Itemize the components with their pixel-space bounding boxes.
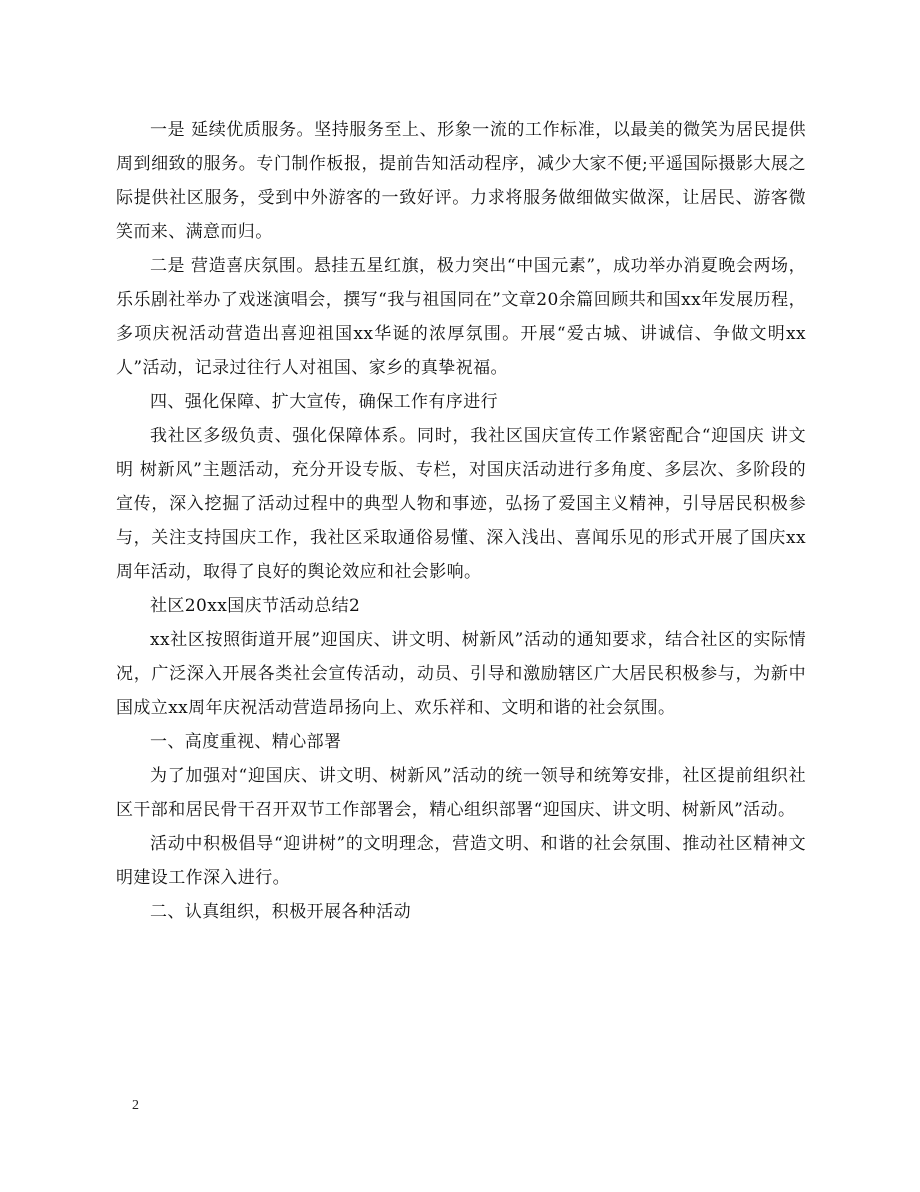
paragraph-deployment: 为了加强对“迎国庆、讲文明、树新风”活动的统一领导和统筹安排，社区提前组织社区干部和居民骨干召开双节工作部署会，精心组织部署“迎国庆、讲文明、树新风”活动。 xyxy=(116,766,806,820)
document-body xyxy=(116,113,806,929)
paragraph-service: 一是 延续优质服务。坚持服务至上、形象一流的工作标准，以最美的微笑为居民提供周到细致的服务。专门制作板报，提前告知活动程序，减少大家不便;平遥国际摄影大展之际提供社区服务，受到中外游客的一致好评。力求将服务做细做实做深，让居民、游客微笑而来、满意而归。 xyxy=(116,120,806,242)
paragraph-publicity: 我社区多级负责、强化保障体系。同时，我社区国庆宣传工作紧密配合“迎国庆 讲文明 树新风”主题活动，充分开设专版、专栏，对国庆活动进行多角度、多层次、多阶段的宣传，深入挖掘了活动过程中的典型人物和事迹，弘扬了爱国主义精神，引导居民积极参与，关注支持国庆工作，我社区采取通俗易懂、深入浅出、喜闻乐见的形式开展了国庆xx周年活动，取得了良好的舆论效应和社会影响。 xyxy=(116,426,806,582)
paragraph-summary-intro: xx社区按照街道开展”迎国庆、讲文明、树新风”活动的通知要求，结合社区的实际情况，广泛深入开展各类社会宣传活动，动员、引导和激励辖区广大居民积极参与，为新中国成立xx周年庆祝活动营造昂扬向上、欢乐祥和、文明和谐的社会氛围。 xyxy=(116,630,806,718)
section-heading-activities: 二、认真组织，积极开展各种活动 xyxy=(150,902,411,922)
summary-title: 社区20xx国庆节活动总结2 xyxy=(150,596,361,616)
section-heading-deployment: 一、高度重视、精心部署 xyxy=(150,732,342,752)
section-heading-publicity: 四、强化保障、扩大宣传，确保工作有序进行 xyxy=(150,392,498,412)
paragraph-atmosphere: 二是 营造喜庆氛围。悬挂五星红旗，极力突出“中国元素”，成功举办消夏晚会两场，乐乐剧社举办了戏迷演唱会，撰写“我与祖国同在”文章20余篇回顾共和国xx年发展历程，多项庆祝活动营造出喜迎祖国xx华诞的浓厚氛围。开展“爱古城、讲诚信、争做文明xx人”活动，记录过往行人对祖国、家乡的真挚祝福。 xyxy=(116,256,806,378)
page-number: 2 xyxy=(132,1098,139,1113)
paragraph-civilization: 活动中积极倡导“迎讲树”的文明理念，营造文明、和谐的社会氛围、推动社区精神文明建设工作深入进行。 xyxy=(116,834,806,888)
